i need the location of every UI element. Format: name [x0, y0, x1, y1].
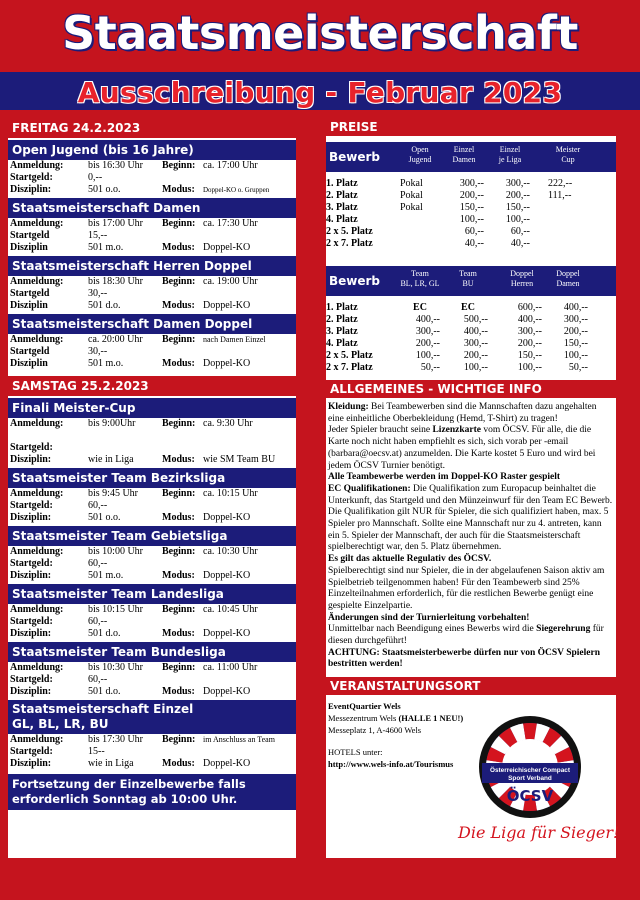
prize-value: 200,-- [415, 338, 440, 349]
prize-column-header-line-2: Jugend [408, 155, 432, 164]
anmeldung-value: bis 10:30 Uhr [88, 662, 143, 673]
prize-row [326, 350, 616, 362]
event-row-disziplin [8, 242, 296, 254]
event-row-startgeld [8, 346, 296, 358]
disziplin-value: wie in Liga [88, 758, 134, 769]
event-row-disziplin [8, 628, 296, 640]
hotels-link[interactable]: http://www.wels-info.at/Tourismus [328, 759, 454, 770]
anmeldung-label: Anmeldung: [10, 276, 64, 287]
event-block [8, 256, 296, 312]
prize-row [326, 362, 616, 374]
prize-value: 50,-- [568, 362, 588, 373]
beginn-label: Beginn: [162, 418, 196, 429]
prize-value: 300,-- [463, 338, 488, 349]
prize-value: 100,-- [463, 362, 488, 373]
event-row-anmeldung [8, 334, 296, 346]
day-header-saturday: SAMSTAG 25.2.2023 [8, 376, 296, 396]
prize-value: 300,-- [459, 178, 484, 189]
prize-place: 4. Platz [326, 338, 358, 349]
disziplin-value: 501 o.o. [88, 184, 121, 195]
prize-row [326, 302, 616, 314]
event-title-line-2: GL, BL, LR, BU [12, 717, 109, 731]
prize-value: 100,-- [563, 350, 588, 361]
event-title: Staatsmeister Team Bezirksliga [8, 468, 296, 488]
slogan: Die Liga für Sieger! [458, 823, 620, 843]
event-row-startgeld [8, 230, 296, 242]
disziplin-label: Disziplin [10, 358, 48, 369]
prize-value: Pokal [400, 202, 423, 213]
prize-column-header-line-1: Einzel [453, 145, 475, 154]
disziplin-label: Disziplin: [10, 454, 52, 465]
prize-table-header [326, 266, 616, 296]
modus-label: Modus: [162, 454, 195, 465]
info-ec: EC Qualifikationen: Die Qualifikation zum Europacup beinhaltet die Unterkunft, das Startgeld und den Münzeinwurf für den Team EC Bewerb. Die Qualifikation gilt NUR für Spieler, die sich qualifiziert haben, max. 5 Spieler pro Mannschaft. Sollte eine Mannschaft nur zu 4. antreten, kann ein 5. Spieler der Mannschaft, der auch für die Staatsmeisterschaft spielberechtigt war, den 5. Platz übernehmen. [328, 483, 613, 553]
anmeldung-value: bis 10:00 Uhr [88, 546, 143, 557]
beginn-value: ca. 10:45 Uhr [203, 604, 258, 615]
prize-column-header-line-2: je Liga [498, 155, 522, 164]
beginn-label: Beginn: [162, 734, 196, 745]
event-row-spacer [8, 430, 296, 442]
header-band [0, 0, 640, 118]
disziplin-value: 501 o.o. [88, 512, 121, 523]
event-row-anmeldung [8, 488, 296, 500]
startgeld-label: Startgeld: [10, 558, 53, 569]
venue-name: EventQuartier Wels [328, 701, 401, 712]
modus-label: Modus: [162, 242, 195, 253]
event-row-disziplin [8, 512, 296, 524]
beginn-label: Beginn: [162, 604, 196, 615]
prize-place: 1. Platz [326, 178, 358, 189]
event-row-startgeld [8, 746, 296, 758]
prize-column-header-line-1: Team [411, 269, 429, 278]
disziplin-label: Disziplin: [10, 628, 52, 639]
beginn-label: Beginn: [162, 546, 196, 557]
beginn-value: ca. 17:30 Uhr [203, 218, 258, 229]
event-block [8, 584, 296, 640]
prize-value: Pokal [400, 178, 423, 189]
event-block [8, 642, 296, 698]
startgeld-label: Startgeld: [10, 746, 53, 757]
anmeldung-value: bis 17:30 Uhr [88, 734, 143, 745]
event-block [8, 700, 296, 770]
prize-column-header-line-2: Herren [510, 279, 534, 288]
schedule-column [8, 118, 296, 810]
event-row-startgeld [8, 674, 296, 686]
prize-value: 300,-- [505, 178, 530, 189]
modus-label: Modus: [162, 300, 195, 311]
disziplin-label: Disziplin: [10, 686, 52, 697]
prize-value: 111,-- [548, 190, 572, 201]
beginn-value: im Anschluss an Team [203, 735, 275, 744]
prize-value: 150,-- [517, 350, 542, 361]
prize-place: 2 x 7. Platz [326, 362, 373, 373]
disziplin-label: Disziplin [10, 300, 48, 311]
beginn-value: ca. 10:15 Uhr [203, 488, 258, 499]
page-title: Staatsmeisterschaft [62, 6, 578, 60]
startgeld-label: Startgeld [10, 346, 50, 357]
modus-label: Modus: [162, 358, 195, 369]
startgeld-value: 30,-- [88, 288, 108, 299]
prize-column-header [441, 145, 487, 165]
anmeldung-label: Anmeldung: [10, 488, 64, 499]
beginn-value: ca. 10:30 Uhr [203, 546, 258, 557]
event-title: Staatsmeisterschaft Damen [8, 198, 296, 218]
anmeldung-label: Anmeldung: [10, 734, 64, 745]
anmeldung-label: Anmeldung: [10, 160, 64, 171]
event-row-startgeld [8, 288, 296, 300]
prize-value: 400,-- [563, 302, 588, 313]
event-row-disziplin [8, 454, 296, 466]
prizes-header: PREISE [326, 118, 616, 136]
prize-column-header [445, 269, 491, 289]
event-row-anmeldung [8, 604, 296, 616]
event-block [8, 140, 296, 196]
info-header: ALLGEMEINES - WICHTIGE INFO [326, 380, 616, 398]
event-block [8, 398, 296, 466]
prize-value: 200,-- [463, 350, 488, 361]
beginn-label: Beginn: [162, 218, 196, 229]
prize-row [326, 326, 616, 338]
beginn-label: Beginn: [162, 662, 196, 673]
prize-value: 100,-- [415, 350, 440, 361]
anmeldung-label: Anmeldung: [10, 418, 64, 429]
modus-value: Doppel-KO [203, 358, 251, 369]
event-row-anmeldung [8, 734, 296, 746]
modus-label: Modus: [162, 184, 195, 195]
event-row-startgeld [8, 616, 296, 628]
prize-value: 100,-- [517, 362, 542, 373]
modus-value: Doppel-KO [203, 686, 251, 697]
prize-column-header-line-2: Damen [452, 155, 476, 164]
anmeldung-label: Anmeldung: [10, 334, 64, 345]
anmeldung-value: bis 9:00Uhr [88, 418, 136, 429]
prize-column-header-line-1: Doppel [556, 269, 580, 278]
continuation-line-2: erforderlich Sonntag ab 10:00 Uhr. [12, 792, 238, 806]
anmeldung-value: bis 10:15 Uhr [88, 604, 143, 615]
disziplin-value: 501 d.o. [88, 300, 121, 311]
prize-column-header-line-1: Meister [555, 145, 581, 154]
info-text [326, 398, 616, 671]
anmeldung-value: bis 18:30 Uhr [88, 276, 143, 287]
disziplin-value: 501 m.o. [88, 358, 124, 369]
prize-value: 400,-- [517, 314, 542, 325]
prize-place: 2 x 5. Platz [326, 350, 373, 361]
event-row-disziplin [8, 758, 296, 770]
event-block [8, 526, 296, 582]
page-subtitle: Ausschreibung - Februar 2023 [77, 76, 563, 109]
hotels-label: HOTELS unter: [328, 747, 383, 758]
startgeld-value: 60,-- [88, 558, 108, 569]
prize-column-header-line-2: BL, LR, GL [400, 279, 440, 288]
prize-value: 500,-- [463, 314, 488, 325]
prize-row [326, 238, 616, 250]
prize-value: 300,-- [415, 326, 440, 337]
prize-value: 40,-- [510, 238, 530, 249]
prize-row [326, 214, 616, 226]
startgeld-value: 15-- [88, 746, 105, 757]
prize-value: 200,-- [505, 190, 530, 201]
prize-table-2 [326, 266, 616, 374]
prize-place: 2 x 5. Platz [326, 226, 373, 237]
prize-column-header-line-2: BU [462, 279, 474, 288]
prize-value: 200,-- [563, 326, 588, 337]
event-row-startgeld [8, 500, 296, 512]
startgeld-label: Startgeld: [10, 500, 53, 511]
prize-column-header [545, 269, 591, 289]
prize-value: 150,-- [563, 338, 588, 349]
event-title: Staatsmeisterschaft Damen Doppel [8, 314, 296, 334]
prize-place: 3. Platz [326, 326, 358, 337]
prize-column-header-line-1: Doppel [510, 269, 534, 278]
prize-row [326, 202, 616, 214]
beginn-label: Beginn: [162, 488, 196, 499]
venue-address: Messeplatz 1, A-4600 Wels [328, 725, 422, 736]
prize-row [326, 190, 616, 202]
prize-table-header [326, 142, 616, 172]
continuation-line-1: Fortsetzung der Einzelbewerbe falls [12, 777, 246, 791]
prize-value: 40,-- [464, 238, 484, 249]
prize-column-header-line-1: Team [459, 269, 477, 278]
anmeldung-label: Anmeldung: [10, 218, 64, 229]
logo-text-2: Sport Verband [508, 775, 552, 783]
prize-table-1 [326, 142, 616, 250]
info-spielberechtigt: Spielberechtigt sind nur Spieler, die in der abgelaufenen Saison aktiv am Spielbetrieb teilgenommen haben! Für den Teambewerb sind 25% Einzelteilnahmen erforderlich, für die restlichen Bewerbe genügt eine gespielte Einzelpartie. [328, 565, 605, 611]
saturday-events [8, 398, 296, 770]
startgeld-value: 60,-- [88, 674, 108, 685]
prize-value: 60,-- [464, 226, 484, 237]
info-achtung: ACHTUNG: Staatsmeisterbewerbe dürfen nur von ÖCSV Spielern bestritten werden! [328, 647, 600, 670]
beginn-value: ca. 17:00 Uhr [203, 160, 258, 171]
anmeldung-value: bis 17:00 Uhr [88, 218, 143, 229]
frame-left [0, 118, 8, 858]
modus-value: Doppel-KO [203, 758, 251, 769]
event-block [8, 198, 296, 254]
modus-value: Doppel-KO [203, 300, 251, 311]
startgeld-value: 60,-- [88, 616, 108, 627]
modus-value: Doppel-KO [203, 570, 251, 581]
prize-column-header-line-1: Open [411, 145, 429, 154]
prize-column-header-line-2: Damen [556, 279, 580, 288]
event-row-disziplin [8, 184, 296, 196]
anmeldung-value: bis 9:45 Uhr [88, 488, 138, 499]
anmeldung-label: Anmeldung: [10, 546, 64, 557]
oecsv-logo [478, 715, 582, 819]
prize-column-header-line-2: Cup [561, 155, 575, 164]
info-column [326, 118, 620, 843]
event-title: Finali Meister-Cup [8, 398, 296, 418]
prize-column-header [545, 145, 591, 165]
prize-column-header [397, 145, 443, 165]
anmeldung-label: Anmeldung: [10, 604, 64, 615]
startgeld-value: 0,-- [88, 172, 103, 183]
disziplin-label: Disziplin: [10, 570, 52, 581]
disziplin-label: Disziplin: [10, 512, 52, 523]
startgeld-value: 15,-- [88, 230, 108, 241]
disziplin-value: 501 d.o. [88, 686, 121, 697]
modus-label: Modus: [162, 758, 195, 769]
event-row-anmeldung [8, 276, 296, 288]
event-title: Staatsmeister Team Bundesliga [8, 642, 296, 662]
modus-value: wie SM Team BU [203, 454, 276, 465]
prize-value: 300,-- [563, 314, 588, 325]
disziplin-value: 501 m.o. [88, 242, 124, 253]
disziplin-label: Disziplin: [10, 758, 52, 769]
event-title: Staatsmeister Team Gebietsliga [8, 526, 296, 546]
modus-value: Doppel-KO [203, 512, 251, 523]
beginn-label: Beginn: [162, 334, 196, 345]
disziplin-label: Disziplin: [10, 184, 52, 195]
disziplin-value: 501 d.o. [88, 628, 121, 639]
prize-row [326, 178, 616, 190]
startgeld-value: 60,-- [88, 500, 108, 511]
prize-value: 400,-- [463, 326, 488, 337]
event-block [8, 468, 296, 524]
info-aenderungen: Änderungen sind der Turnierleitung vorbehalten! [328, 612, 530, 623]
prize-value: Pokal [400, 190, 423, 201]
startgeld-value: 30,-- [88, 346, 108, 357]
event-row-anmeldung [8, 418, 296, 430]
prize-value: 100,-- [505, 214, 530, 225]
info-teambewerbe: Alle Teambewerbe werden im Doppel-KO Raster gespielt [328, 472, 561, 483]
prize-place: 3. Platz [326, 202, 358, 213]
disziplin-value: 501 m.o. [88, 570, 124, 581]
prize-column-header-line-1: Einzel [499, 145, 521, 154]
prize-value: 300,-- [517, 326, 542, 337]
startgeld-label: Startgeld: [10, 442, 53, 453]
event-row-anmeldung [8, 160, 296, 172]
prize-place: 1. Platz [326, 302, 358, 313]
beginn-label: Beginn: [162, 276, 196, 287]
prize-value: EC [461, 302, 475, 313]
beginn-value: ca. 9:30 Uhr [203, 418, 253, 429]
prize-place: 2. Platz [326, 314, 358, 325]
prize-row [326, 226, 616, 238]
frame-right [616, 118, 640, 858]
event-title [8, 700, 296, 734]
prize-value: 600,-- [517, 302, 542, 313]
prize-value: 50,-- [420, 362, 440, 373]
prize-value: EC [413, 302, 427, 313]
prize-table-title: Bewerb [329, 150, 381, 164]
prize-column-header [499, 269, 545, 289]
prize-value: 222,-- [548, 178, 573, 189]
event-row-disziplin [8, 570, 296, 582]
prize-place: 2 x 7. Platz [326, 238, 373, 249]
event-title: Staatsmeisterschaft Herren Doppel [8, 256, 296, 276]
event-row-anmeldung [8, 218, 296, 230]
prize-row [326, 314, 616, 326]
event-row-disziplin [8, 358, 296, 370]
event-row-startgeld [8, 442, 296, 454]
footer-band [0, 858, 640, 900]
day-header-friday: FREITAG 24.2.2023 [8, 118, 296, 138]
prize-column-header [397, 269, 443, 289]
venue-line-2: Messezentrum Wels (HALLE 1 NEU!) [328, 713, 464, 724]
event-row-anmeldung [8, 546, 296, 558]
prize-value: 400,-- [415, 314, 440, 325]
anmeldung-value: ca. 20:00 Uhr [88, 334, 143, 345]
logo-abbr: ÖCSV [506, 787, 554, 806]
event-title-line-1: Staatsmeisterschaft Einzel [12, 702, 194, 716]
prize-place: 4. Platz [326, 214, 358, 225]
friday-events [8, 140, 296, 370]
startgeld-label: Startgeld: [10, 172, 53, 183]
disziplin-label: Disziplin [10, 242, 48, 253]
venue-block [326, 695, 620, 843]
modus-value: Doppel-KO [203, 628, 251, 639]
beginn-label: Beginn: [162, 160, 196, 171]
anmeldung-label: Anmeldung: [10, 662, 64, 673]
startgeld-label: Startgeld [10, 230, 50, 241]
modus-label: Modus: [162, 628, 195, 639]
prize-row [326, 338, 616, 350]
event-title: Open Jugend (bis 16 Jahre) [8, 140, 296, 160]
startgeld-label: Startgeld [10, 288, 50, 299]
modus-label: Modus: [162, 570, 195, 581]
beginn-value: nach Damen Einzel [203, 335, 266, 344]
event-row-anmeldung [8, 662, 296, 674]
info-siegerehrung: Unmittelbar nach Beendigung eines Bewerbs wird die Siegerehrung für diesen durchgeführt! [328, 624, 604, 647]
beginn-value: ca. 11:00 Uhr [203, 662, 258, 673]
prize-value: 100,-- [459, 214, 484, 225]
continuation-note [8, 774, 296, 810]
startgeld-label: Startgeld: [10, 674, 53, 685]
modus-value: Doppel-KO [203, 242, 251, 253]
prize-value: 150,-- [459, 202, 484, 213]
anmeldung-value: bis 16:30 Uhr [88, 160, 143, 171]
info-kleidung: Kleidung: Bei Teambewerben sind die Mannschaften dazu angehalten eine einheitliche Oberbekleidung (Hemd, T-Shirt) zu tragen! [328, 402, 597, 424]
modus-value: Doppel-KO o. Gruppen [203, 186, 270, 194]
event-title: Staatsmeister Team Landesliga [8, 584, 296, 604]
info-lizenz: Jeder Spieler braucht seine Lizenzkarte vom ÖCSV. Für alle, die die Karte noch nicht haben empfiehlt es sich, sich vorab per -email (barbara@oecsv.at) anzumelden. Die Karte kostet 5 Euro und wird bei jedem ÖCSV Turnier benötigt. [328, 425, 596, 471]
prize-value: 150,-- [505, 202, 530, 213]
prize-value: 60,-- [510, 226, 530, 237]
modus-label: Modus: [162, 686, 195, 697]
modus-label: Modus: [162, 512, 195, 523]
event-row-startgeld [8, 558, 296, 570]
logo-text-1: Österreichischer Compact [490, 767, 570, 775]
prize-table-title: Bewerb [329, 274, 381, 288]
prize-column-header [487, 145, 533, 165]
info-regulativ: Es gilt das aktuelle Regulativ des ÖCSV. [328, 554, 492, 565]
event-row-disziplin [8, 300, 296, 312]
event-block [8, 314, 296, 370]
event-row-startgeld [8, 172, 296, 184]
prize-value: 200,-- [517, 338, 542, 349]
venue-header: VERANSTALTUNGSORT [326, 677, 616, 695]
startgeld-label: Startgeld: [10, 616, 53, 627]
beginn-value: ca. 19:00 Uhr [203, 276, 258, 287]
disziplin-value: wie in Liga [88, 454, 134, 465]
event-row-disziplin [8, 686, 296, 698]
frame-middle [296, 118, 326, 858]
prize-value: 200,-- [459, 190, 484, 201]
prize-place: 2. Platz [326, 190, 358, 201]
